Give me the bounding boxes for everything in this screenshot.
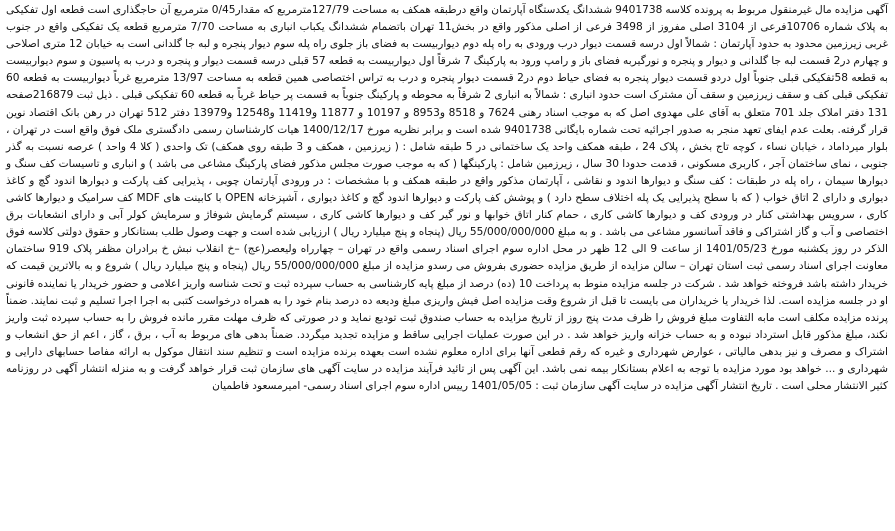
notice-body-text: آگهی مزایده مال غیرمنقول مربوط به پرونده کلاسه 9401738 ششدانگ یکدستگاه آپارتمان واقع درطبقه همکف به مساحت 127/79مترمربع که مقدار0/45 مترمربع آن حاجگذاری است قطعه اول تفکیکی به پلاک شماره 10706فرعی از 3104 اصلی مفروز از 3498 فرعی از اصلی مذکور واقع در بخش11 تهران باتضمام ششدانگ یکباب انباری به مساحت 7/70 مترمربع قطعه یک تفکیکی واقع در جنوب غربی زیرزمین محدود به حدود آپارتمان : شمالاً اول درسه قسمت دیوار درب ورودی به راه پله دوم دیواربیست به فضای باز جلوی راه پله سوم دیوار پنجره و لبه جا گلدانی است به خیابان 12 متری اصلاحی و چهارم در2 قسمت لبه جا گلدانی و دیوار و پنجره و نورگیربه فضای باز و رامپ ورود به پارکینگ 7 شرقاً اول دیواربیست به قطعه 57 قبلی درسه قسمت دیوار و پنجره و درب به پاسیون و سوم دیواربیست به قطعه 58تفکیکی قبلی جنوباً اول دردو قسمت دیوار پنجره به فضای حیاط دوم در2 قسمت دیوار پنجره و درب به تراس اختصاصی همین قطعه به مساحت 13/97 مترمربع غرباً دیواربیست به قطعه 60 تفکیکی قبلی کف و سقف زیرزمین و سقف آن مشترک است حدود انباری : شمالاً به انباری 2 شرقاً به محوطه و پارکینگ جنوباً به قسمت پر حیاط غرباً به قطعه 60 تفکیکی قبلی . ذیل ثبت 216879صفحه 131 دفتر املاک جلد 701 متعلق به آقای علی مهدوی اصل که به موجب اسناد رهنی 7624 و 8518 و8953 و 10197 و 11877 و11419 و12548 و13979 دفتر 512 تهران در رهن بانک اقتصاد نوین قرار گرفته. بعلت عدم ایفای تعهد منجر به صدور اجرائیه تحت شماره بایگانی 9401738 شده است و برابر نظریه مورخ 1400/12/17 هیات کارشناسان رسمی دادگستری ملک فوق واقع است در تهران ، بلوار میرداماد ، خیابان نساء ، کوچه تاج بخش ، پلاک 24 ، طبقه همکف واحد یک ساختمانی در 5 طبقه شامل : ( زیرزمین ، همکف و 3 طبقه روی همکف) تک واحدی ( کلا 4 واحد ) عرصه نسبت به گذر جنوبی ، نمای ساختمان آجر ، کاربری مسکونی ، قدمت حدودا 30 سال ، زیرزمین شامل : پارکینگها ( که به موجب صورت مجلس مذکور فضای پارکینگ مشاعی می باشد ) و انباری و تاسیسات کف سنگ و دیوارها سیمان ، راه پله در طبقات : کف سنگ و دیوارها اندود و نقاشی ، آپارتمان مذکور واقع در طبقه همکف و با مشخصات : در ورودی آپارتمان چوبی ، پذیرایی کف پارکت و دیوارها اندود گچ و کاغذ دیواری و دارای 2 اتاق خواب ( که با سطح پذیرایی یک پله اختلاف سطح دارد ) و پوشش کف پارکت و دیوارها اندود گچ و کاغذ دیواری ، آشپزخانه OPEN با کابینت های MDF کف سرامیک و دیوارها کاشی کاری ، سرویس بهداشتی کنار در ورودی کف و دیوارها کاشی کاری ، حمام کنار اتاق خوابها و نور گیر کف و دیوارها کاشی کاری ، سیستم گرمایش شوفاژ و سرمایش کولر آبی و دارای انشعابات برق اختصاصی و آب و گاز اشتراکی و فاقد آسانسور مشاعی می باشد . و به مبلغ 55/000/000/000 ریال (پنجاه و پنج میلیارد ریال ) ارزیابی شده است و جهت وصول طلب بستانکار و حقوق دولتی کلاسه فوق الذکر در روز یکشنبه مورخ 1401/05/23 از ساعت 9 الی 12 ظهر در محل اداره سوم اجرای اسناد رسمی واقع در تهران – چهارراه ولیعصر(عج) –خ انقلاب نبش خ برادران مظفر پلاک 919 ساختمان معاونت اجرای اسناد رسمی ثبت استان تهران – سالن مزایده از طریق مزایده حضوری بفروش می رسدو مزایده از مبلغ 55/000/000/000 ریال (پنجاه و پنج میلیارد ریال ) شروع و به بالاترین قیمت که خریدار داشته باشد فروخته خواهد شد . شرکت در جلسه مزایده منوط به پرداخت 10 (ده) درصد از مبلغ پایه کارشناسی به حساب سپرده ثبت و تحت شناسه واریز اعلامی و حضور خریدار یا نماینده قانونی او در جلسه مزایده است. لذا خریدار یا خریداران می بایست تا قبل از شروع وقت مزایده اصل فیش واریزی مبلغ ودیعه ده درصد بنام خود را به همراه درخواست کتبی به اجرا اجرا تسلیم و ثبت نمایند. ضمناً پرنده مزایده مکلف است مابه التفاوت مبلغ فروش را ظرف مدت پنج روز از تاریخ مزایده به حساب صندوق ثبت تودیع نماید و در صورتی که ظرف مهلت مقرر مانده فروش را به حساب سپرده ثبت واریز نکند، مبلغ مذکور قابل استرداد نبوده و به حساب خزانه واریز خواهد شد . در این صورت عملیات اجرایی ساقط و مزایده تجدید میگردد. ضمناً بدهی های مربوط به آب ، برق ، گاز ، اعم از حق انشعاب و اشتراک و مصرف و نیز بدهی مالیاتی ، عوارض شهرداری و غیره که رقم قطعی آنها برای اداره معلوم نشده است بعهده برنده مزایده است و تنظیم سند انتقال موکول به ارائه مفاصا حسابهای دارایی و شهرداری و ... خواهد بود مورد مزایده با توجه به اعلام بستانکار بیمه نمی باشد. این آگهی پس از تائید فرآیند مزایده در سایت آگهی های سازمان ثبت قرار خواهد گرفت و به منزله انتشار آگهی در روزنامه کثیر الانتشار محلی است . تاریخ انتشار آگهی مزایده در سایت آگهی سازمان ثبت : 1401/05/05 رییس اداره سوم اجرای اسناد رسمی- امیرمسعود فاطمیان — [6, 4, 889, 393]
auction-notice — [6, 2, 888, 395]
